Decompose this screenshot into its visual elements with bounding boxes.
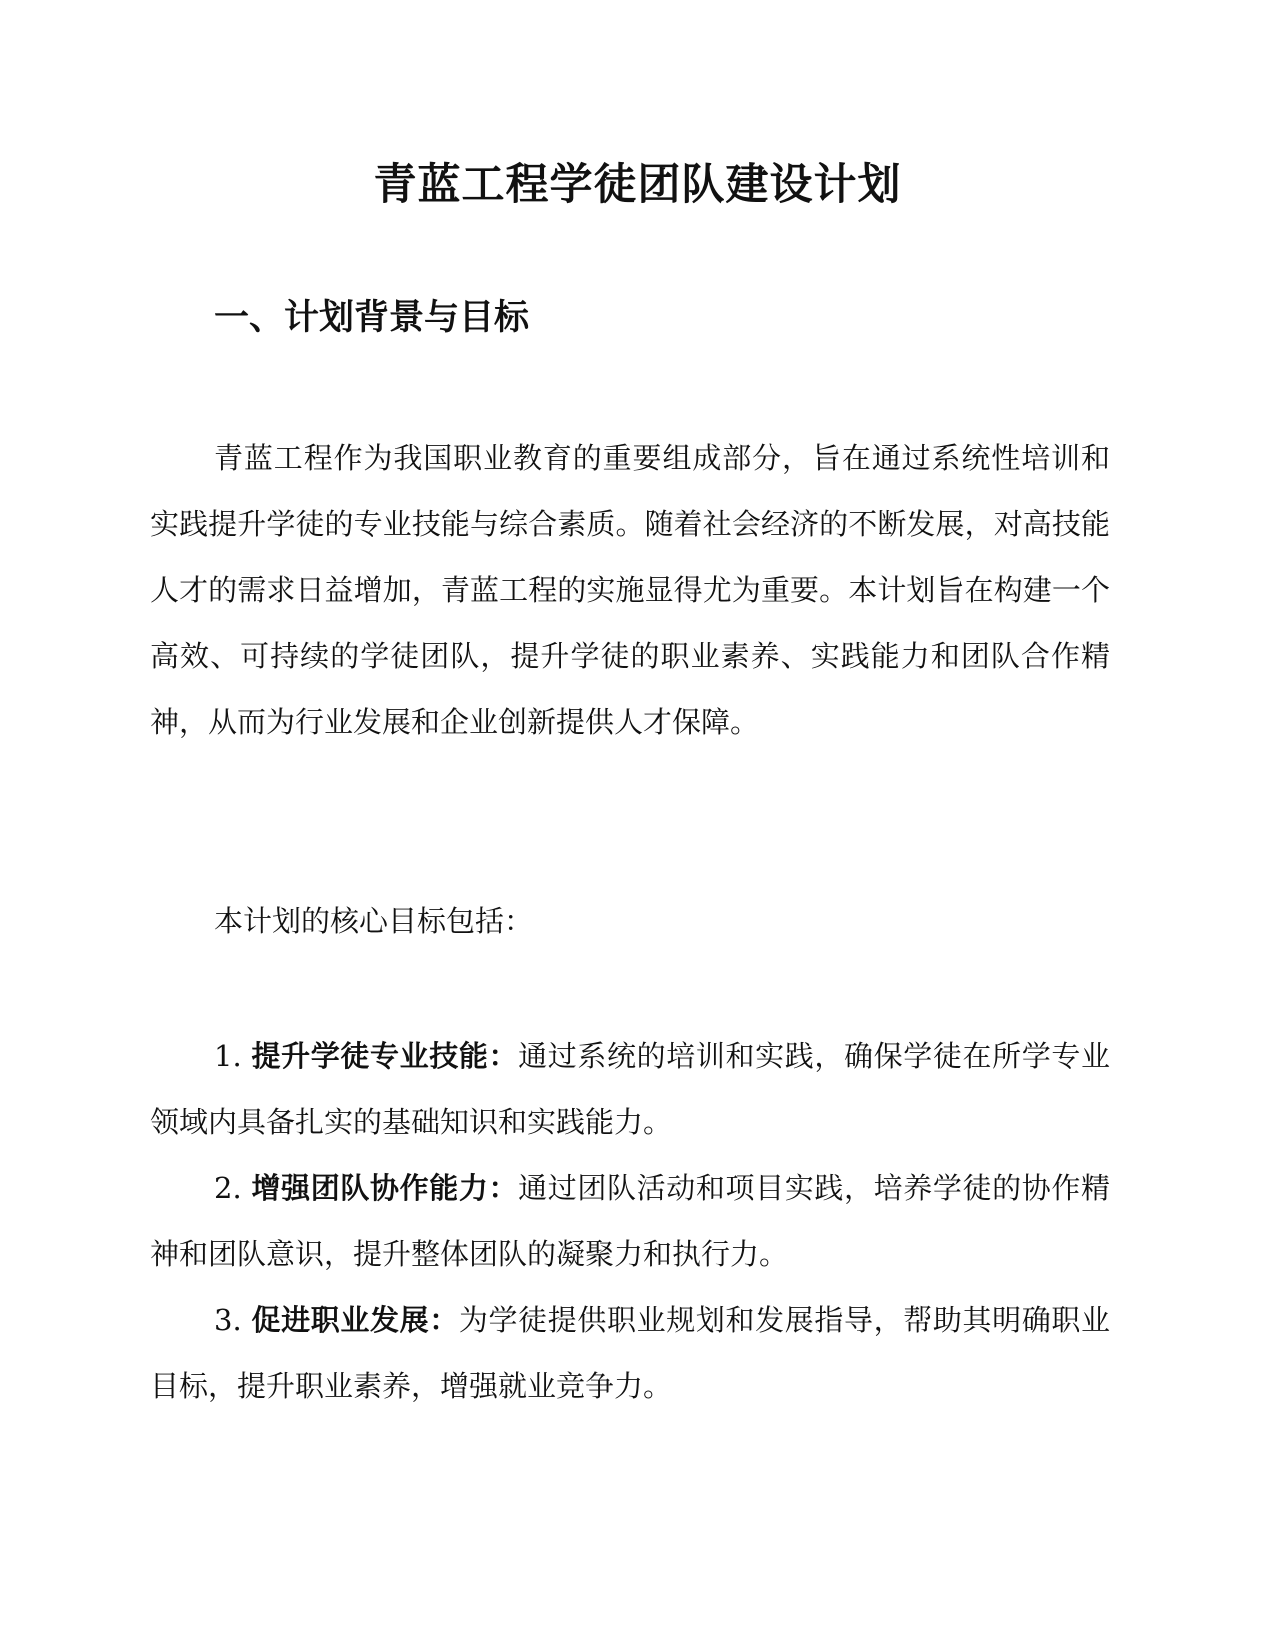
- goal-title: 促进职业发展：: [251, 1303, 459, 1337]
- goal-text: 通过团队活动和项目实践，培养学徒的协作精神和团队意识，提升整体团队的凝聚力和执行力。: [150, 1171, 1110, 1271]
- goals-intro-paragraph: 本计划的核心目标包括：: [214, 904, 534, 938]
- goal-number: 2.: [214, 1171, 252, 1205]
- goal-item-1: [150, 1023, 1110, 1155]
- document-title: 青蓝工程学徒团队建设计划: [373, 160, 902, 210]
- section-heading: 一、计划背景与目标: [214, 298, 530, 338]
- goal-text: 通过系统的培训和实践，确保学徒在所学专业领域内具备扎实的基础知识和实践能力。: [150, 1039, 1110, 1139]
- goal-item-3: [150, 1287, 1110, 1419]
- goal-item-2: [150, 1155, 1110, 1287]
- goal-text: 为学徒提供职业规划和发展指导，帮助其明确职业目标，提升职业素养，增强就业竞争力。: [150, 1303, 1110, 1403]
- goal-title: 提升学徒专业技能：: [251, 1039, 519, 1073]
- intro-paragraph: 青蓝工程作为我国职业教育的重要组成部分，旨在通过系统性培训和实践提升学徒的专业技能与综合素质。随着社会经济的不断发展，对高技能人才的需求日益增加，青蓝工程的实施显得尤为重要。本计划旨在构建一个高效、可持续的学徒团队，提升学徒的职业素养、实践能力和团队合作精神，从而为行业发展和企业创新提供人才保障。: [150, 441, 1110, 739]
- goal-title: 增强团队协作能力：: [251, 1171, 519, 1205]
- goal-number: 3.: [214, 1303, 252, 1337]
- goal-number: 1.: [214, 1039, 252, 1073]
